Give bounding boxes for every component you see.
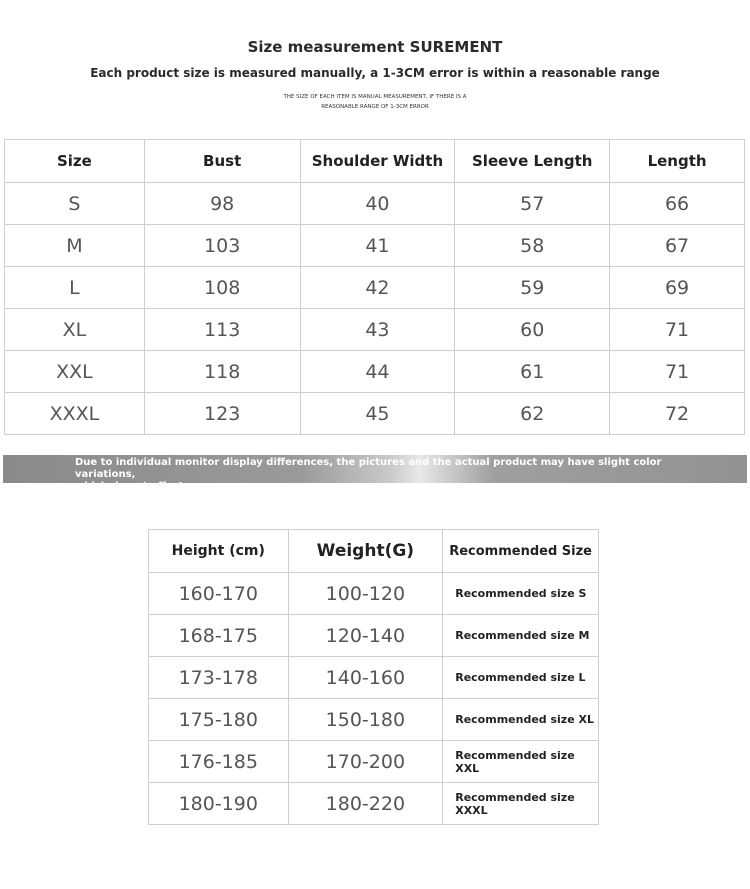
size-table-header-row — [5, 140, 745, 183]
table-row — [149, 699, 599, 741]
recommendation-table — [148, 529, 599, 825]
shoulder-cell: 42 — [300, 267, 455, 309]
column-header-length: Length — [610, 140, 745, 183]
column-header-sleeve-length: Sleeve Length — [455, 140, 610, 183]
page-subtitle: Each product size is measured manually, a 1-3CM error is within a reasonable range — [90, 66, 660, 80]
column-header-bust: Bust — [144, 140, 300, 183]
table-row — [5, 351, 745, 393]
color-variation-notice — [3, 455, 747, 492]
recommended-size-cell: Recommended size XXL — [443, 741, 599, 783]
recommended-size-cell: Recommended size S — [443, 573, 599, 615]
size-cell: XXXL — [5, 393, 145, 435]
bust-cell: 118 — [144, 351, 300, 393]
sleeve-cell: 58 — [455, 225, 610, 267]
height-cell: 175-180 — [149, 699, 289, 741]
height-cell: 160-170 — [149, 573, 289, 615]
shoulder-cell: 40 — [300, 183, 455, 225]
table-row — [5, 309, 745, 351]
height-cell: 180-190 — [149, 783, 289, 825]
table-row — [149, 783, 599, 825]
size-table — [4, 139, 745, 435]
length-cell: 66 — [610, 183, 745, 225]
page-title: Size measurement SUREMENT — [247, 38, 503, 56]
measurement-note — [255, 92, 495, 112]
shoulder-cell: 41 — [300, 225, 455, 267]
height-cell: 176-185 — [149, 741, 289, 783]
weight-cell: 170-200 — [288, 741, 443, 783]
bust-cell: 108 — [144, 267, 300, 309]
size-cell: XL — [5, 309, 145, 351]
notice-line-2: which do not affect use — [75, 481, 207, 492]
column-header-size: Size — [5, 140, 145, 183]
column-header-shoulder-width: Shoulder Width — [300, 140, 455, 183]
table-row — [149, 657, 599, 699]
recommended-size-cell: Recommended size XXXL — [443, 783, 599, 825]
recommended-size-cell: Recommended size M — [443, 615, 599, 657]
table-row — [149, 615, 599, 657]
measurement-note-line-1: THE SIZE OF EACH ITEM IS MANUAL MEASUREMENT, IF THERE IS A — [283, 94, 467, 100]
height-cell: 168-175 — [149, 615, 289, 657]
bust-cell: 123 — [144, 393, 300, 435]
sleeve-cell: 57 — [455, 183, 610, 225]
table-row — [5, 183, 745, 225]
recommended-size-cell: Recommended size L — [443, 657, 599, 699]
size-cell: XXL — [5, 351, 145, 393]
table-row — [149, 573, 599, 615]
bust-cell: 98 — [144, 183, 300, 225]
notice-line-1: Due to individual monitor display differences, the pictures and the actual product may have slight color variations, — [75, 457, 662, 480]
column-header-weight: Weight(G) — [288, 530, 443, 573]
measurement-note-line-2: REASONABLE RANGE OF 1-3CM ERROR — [321, 104, 429, 110]
weight-cell: 150-180 — [288, 699, 443, 741]
recommendation-header-row — [149, 530, 599, 573]
length-cell: 71 — [610, 309, 745, 351]
weight-cell: 100-120 — [288, 573, 443, 615]
weight-cell: 180-220 — [288, 783, 443, 825]
bust-cell: 113 — [144, 309, 300, 351]
sleeve-cell: 61 — [455, 351, 610, 393]
notice-text — [75, 457, 675, 493]
table-row — [5, 393, 745, 435]
sleeve-cell: 60 — [455, 309, 610, 351]
length-cell: 72 — [610, 393, 745, 435]
size-cell: L — [5, 267, 145, 309]
length-cell: 67 — [610, 225, 745, 267]
shoulder-cell: 43 — [300, 309, 455, 351]
length-cell: 71 — [610, 351, 745, 393]
shoulder-cell: 45 — [300, 393, 455, 435]
bust-cell: 103 — [144, 225, 300, 267]
size-cell: S — [5, 183, 145, 225]
weight-cell: 120-140 — [288, 615, 443, 657]
table-row — [5, 225, 745, 267]
column-header-height: Height (cm) — [149, 530, 289, 573]
column-header-recommended-size: Recommended Size — [443, 530, 599, 573]
sleeve-cell: 59 — [455, 267, 610, 309]
shoulder-cell: 44 — [300, 351, 455, 393]
weight-cell: 140-160 — [288, 657, 443, 699]
recommended-size-cell: Recommended size XL — [443, 699, 599, 741]
table-row — [149, 741, 599, 783]
length-cell: 69 — [610, 267, 745, 309]
sleeve-cell: 62 — [455, 393, 610, 435]
size-cell: M — [5, 225, 145, 267]
table-row — [5, 267, 745, 309]
height-cell: 173-178 — [149, 657, 289, 699]
